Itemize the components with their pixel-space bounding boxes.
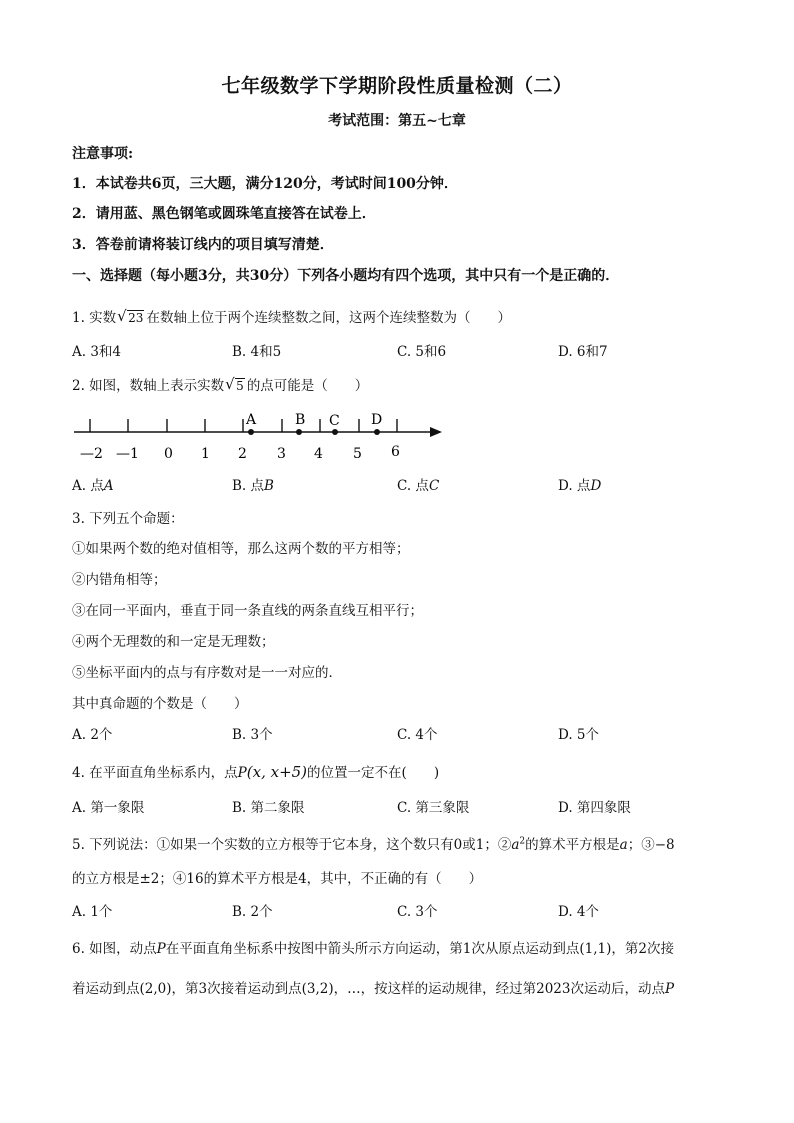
option-b: B. 3个 [232,727,273,743]
question-1-stem: 1. 实数√ 23 在数轴上位于两个连续整数之间，这两个连续整数为（ ） [72,306,511,326]
option-a: A. 点A [72,478,114,494]
option-a: A. 2个 [72,727,113,743]
point-label: D [371,412,383,428]
option-b: B. 点B [232,478,274,494]
section-heading: 一、选择题（每小题3分，共30分）下列各小题均有四个选项，其中只有一个是正确的． [72,268,620,284]
axis-label: 1 [201,446,210,462]
axis-label: 2 [238,446,247,462]
question-6-stem-cont: 着运动到点(2,0)，第3次接着运动到点(3,2)，…，按这样的运动规律，经过第2023次运动后，动点P [72,981,675,997]
question-4-stem: 4. 在平面直角坐标系内，点P(x, x+5)的位置一定不在( ) [72,763,440,781]
point-marker [296,429,302,435]
axis-label: —2 [80,446,103,462]
page-title: 七年级数学下学期阶段性质量检测（二） [221,75,573,97]
point-marker [332,429,338,435]
point-label: A [246,412,257,428]
arrow-icon [430,427,442,437]
question-3-prompt: 其中真命题的个数是（ ） [72,696,248,712]
point-marker [374,429,380,435]
notice-heading: 注意事项: [72,146,134,162]
option-c: C. 3个 [397,904,438,920]
sqrt-symbol: √ 5 [226,378,245,394]
point-label: B [295,412,306,428]
notice-item: 2．请用蓝、黑色钢笔或圆珠笔直接答在试卷上． [72,206,376,222]
option-d: D. 第四象限 [558,800,631,816]
sqrt-symbol: √ 23 [118,310,144,326]
option-b: B. 第二象限 [232,800,305,816]
option-c: C. 4个 [397,727,438,743]
proposition-item: ⑤坐标平面内的点与有序数对是一一对应的． [72,665,342,681]
option-c: C. 5和6 [397,344,447,360]
option-b: B. 4和5 [232,344,282,360]
proposition-item: ④两个无理数的和一定是无理数； [72,634,275,650]
exam-scope: 考试范围：第五~七章 [328,113,466,129]
notice-item: 3．答卷前请将装订线内的项目填写清楚． [72,237,334,253]
option-a: A. 第一象限 [72,800,145,816]
axis-label: —1 [116,446,139,462]
proposition-item: ②内错角相等； [72,572,167,588]
option-b: B. 2个 [232,904,273,920]
number-line-figure [70,408,470,468]
option-c: C. 点C [397,478,440,494]
axis-label: 3 [277,446,286,462]
option-d: D. 5个 [558,727,600,743]
option-d: D. 4个 [558,904,600,920]
question-2-stem: 2. 如图，数轴上表示实数√ 5 的点可能是（ ） [72,374,368,394]
point-marker [248,429,254,435]
point-label: C [329,413,340,429]
option-a: A. 3和4 [72,344,122,360]
proposition-item: ①如果两个数的绝对值相等，那么这两个数的平方相等； [72,541,410,557]
axis-label: 6 [391,444,400,460]
axis-label: 5 [353,446,362,462]
option-d: D. 6和7 [558,344,608,360]
option-d: D. 点D [558,478,602,494]
question-3-stem: 3. 下列五个命题： [72,511,184,527]
axis-label: 4 [314,446,323,462]
option-c: C. 第三象限 [397,800,470,816]
notice-item: 1．本试卷共6页，三大题，满分120分，考试时间100分钟． [72,176,458,192]
question-6-stem: 6. 如图，动点P在平面直角坐标系中按图中箭头所示方向运动，第1次从原点运动到点(1,1)，第2次接 [72,941,674,957]
question-5-stem: 5. 下列说法：①如果一个实数的立方根等于它本身，这个数只有0或1；$②a^2$的算术平方根是a；③−8 [72,836,675,853]
question-5-stem-cont: 的立方根是±2；④16的算术平方根是4，其中，不正确的有（ ） [72,871,483,887]
proposition-item: ③在同一平面内，垂直于同一条直线的两条直线互相平行； [72,603,423,619]
axis-label: 0 [164,446,173,462]
option-a: A. 1个 [72,904,113,920]
